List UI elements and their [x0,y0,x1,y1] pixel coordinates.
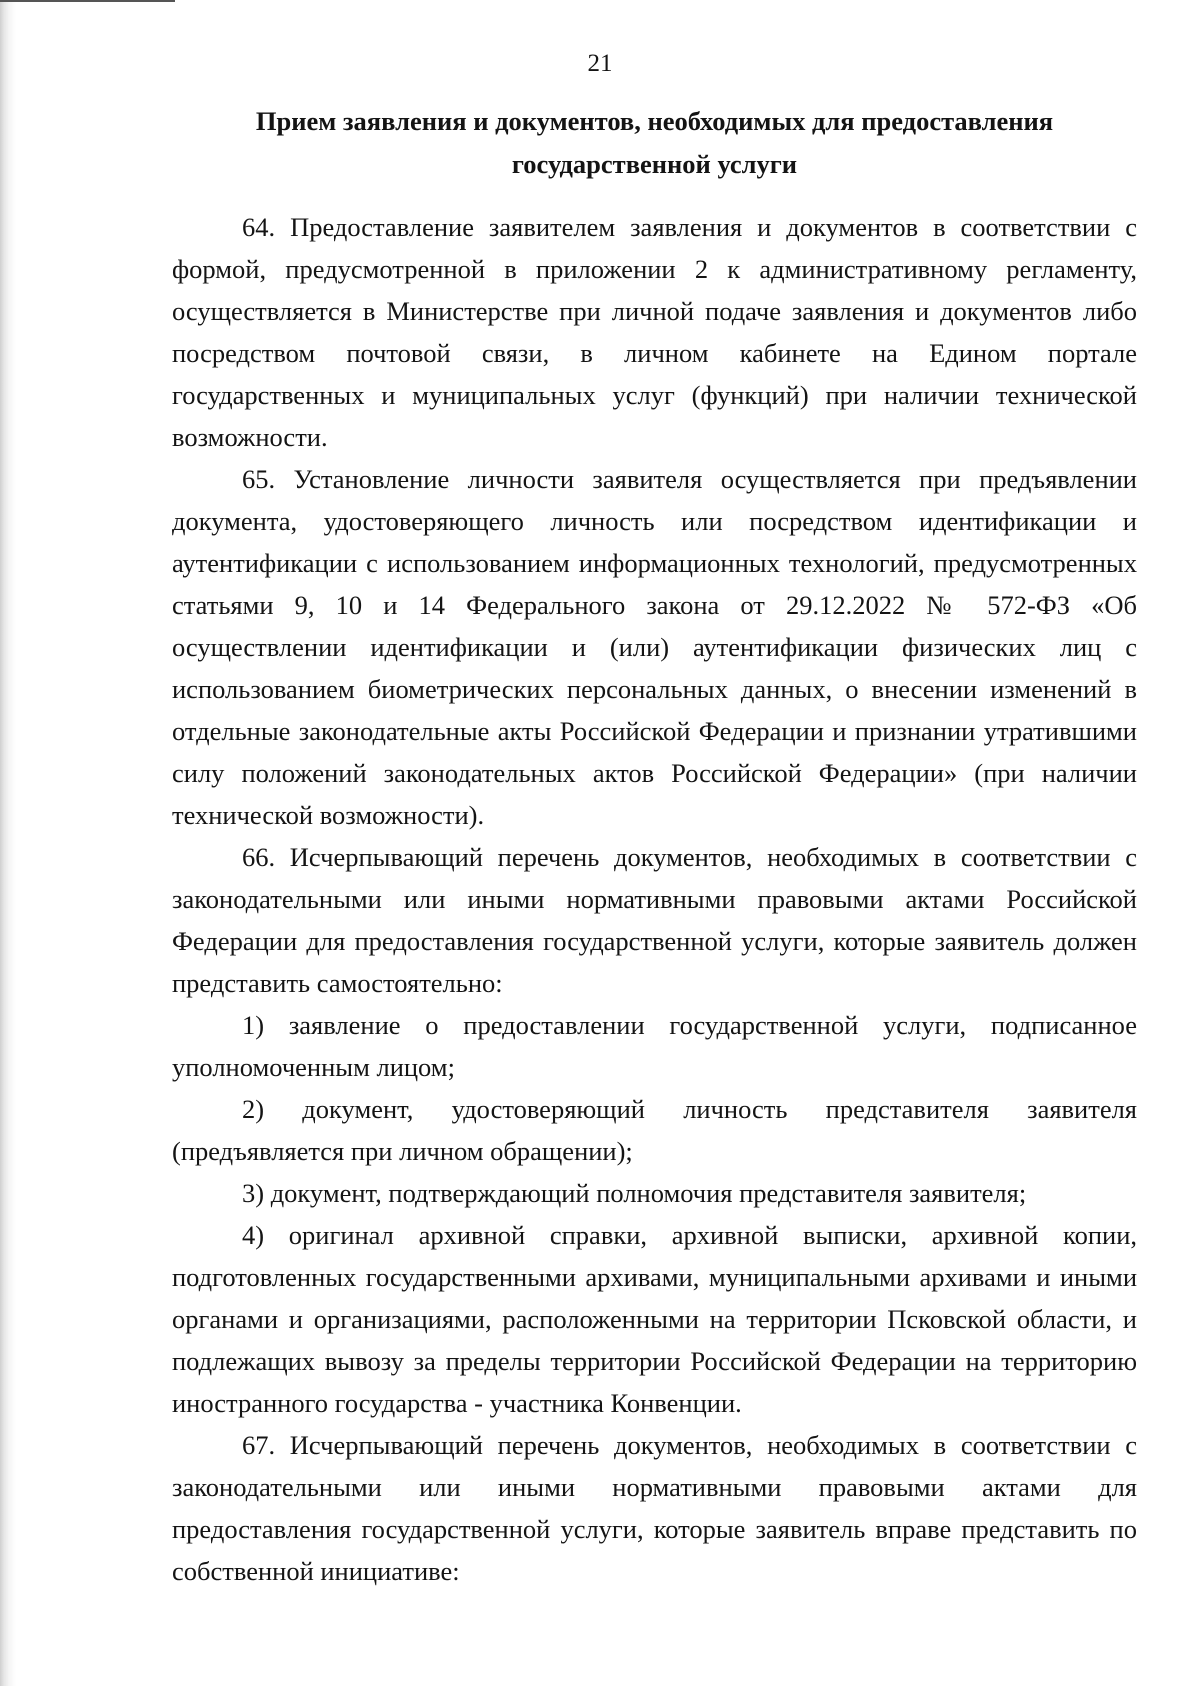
scan-top-mark [0,0,175,2]
document-body [172,100,1137,1592]
list-item-4: 4) оригинал архивной справки, архивной выписки, архивной копии, подготовленных государственными архивами, муниципальными архивами и иными органами и организациями, расположенными на территории Псковской области, и подлежащих вывозу за пределы территории Российской Федерации на территорию иностранного государства - участника Конвенции. [172,1220,1137,1418]
paragraph-65: 65. Установление личности заявителя осуществляется при предъявлении документа, удостоверяющего личность или посредством идентификации и аутентификации с использованием информационных технологий, предусмотренных статьями 9, 10 и 14 Федерального закона от 29.12.2022 № 572-ФЗ «Об осуществлении идентификации и (или) аутентификации физических лиц с использованием биометрических персональных данных, о внесении изменений в отдельные законодательные акты Российской Федерации и признании утратившими силу положений законодательных актов Российской Федерации» (при наличии технической возможности). [172,464,1137,830]
list-item-3: 3) документ, подтверждающий полномочия представителя заявителя; [242,1178,1027,1208]
heading-line-2: государственной услуги [511,149,798,179]
list-item-1: 1) заявление о предоставлении государственной услуги, подписанное уполномоченным лицом; [172,1010,1137,1082]
paragraph-66: 66. Исчерпывающий перечень документов, необходимых в соответствии с законодательными или иными нормативными правовыми актами Российской Федерации для предоставления государственной услуги, которые заявитель должен представить самостоятельно: [172,842,1137,998]
paragraph-67: 67. Исчерпывающий перечень документов, необходимых в соответствии с законодательными или иными нормативными правовыми актами для предоставления государственной услуги, которые заявитель вправе представить по собственной инициативе: [172,1430,1137,1586]
section-heading [172,100,1137,186]
page-number: 21 [587,50,613,77]
paragraph-64: 64. Предоставление заявителем заявления и документов в соответствии с формой, предусмотренной в приложении 2 к административному регламенту, осуществляется в Министерстве при личной подаче заявления и документов либо посредством почтовой связи, в личном кабинете на Едином портале государственных и муниципальных услуг (функций) при наличии технической возможности. [172,212,1137,452]
list-item-2: 2) документ, удостоверяющий личность представителя заявителя (предъявляется при личном обращении); [172,1094,1137,1166]
scan-edge [0,0,16,1686]
heading-line-1: Прием заявления и документов, необходимых для предоставления [255,106,1054,136]
